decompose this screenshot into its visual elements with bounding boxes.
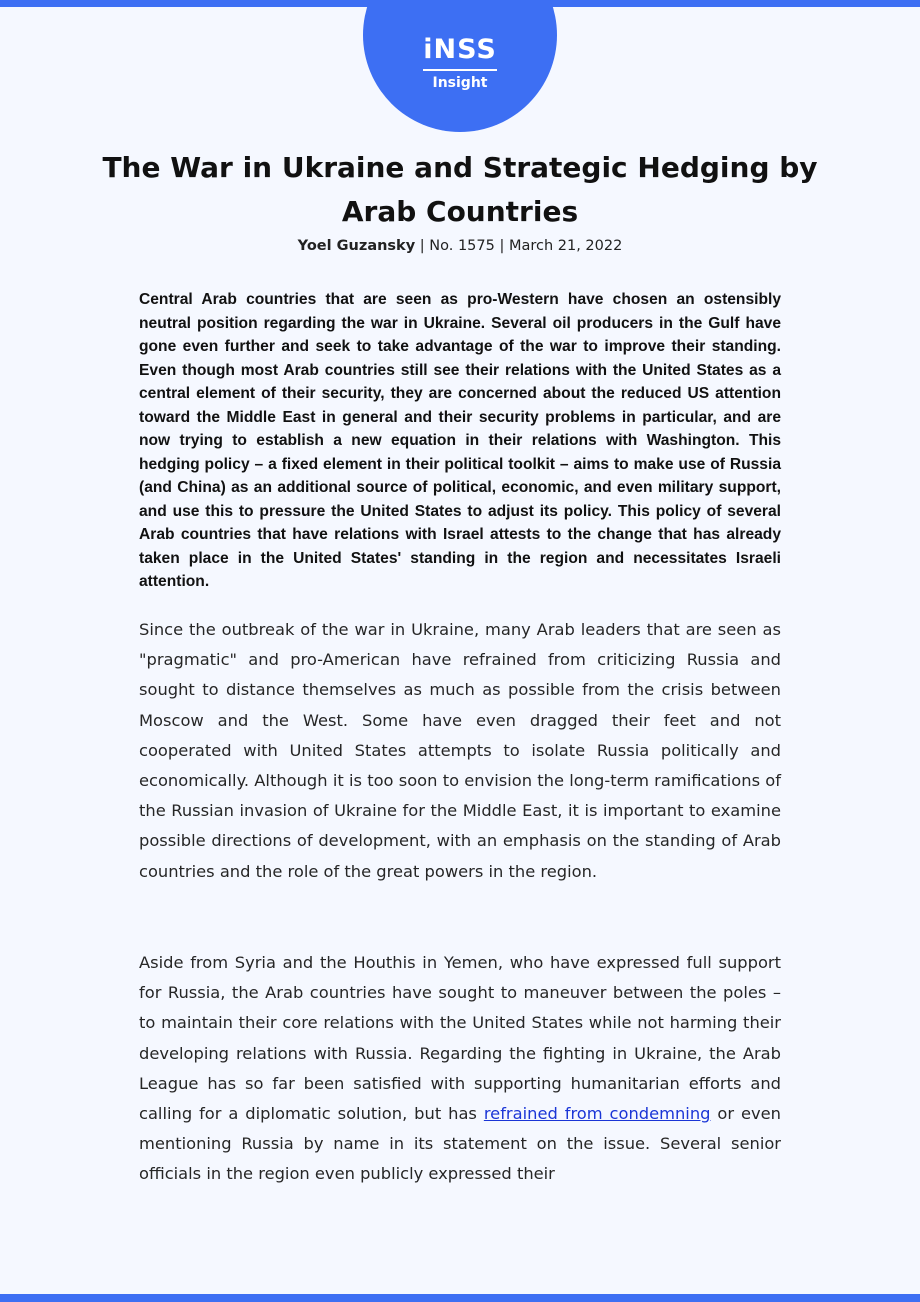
logo-wordmark: iNSS [423,35,497,71]
inss-insight-logo[interactable] [363,0,557,132]
author-name: Yoel Guzansky [297,238,416,254]
refrained-from-condemning-link[interactable]: refrained from condemning [483,1104,711,1124]
body-paragraph-2 [139,948,781,1190]
article-title: The War in Ukraine and Strategic Hedging by Arab Countries [102,151,818,228]
article-abstract: Central Arab countries that are seen as pro-Western have chosen an ostensibly neutral position regarding the war in Ukraine. Several oil producers in the Gulf have gone even further and seek to take advantage of the war to improve their standing. Even though most Arab countries still see their relations with the United States as a central element of their security, they are concerned about the reduced US attention toward the Middle East in general and their security problems in particular, and are now trying to establish a new equation in their relations with Washington. This hedging policy – a fixed element in their political toolkit – aims to make use of Russia (and China) as an additional source of political, economic, and even military support, and use this to pressure the United States to adjust its policy. This policy of several Arab countries that have relations with Israel attests to the change that has already taken place in the United States' standing in the region and necessitates Israeli attention. [139,291,781,590]
article-byline [100,236,820,256]
body-paragraph-1: Since the outbreak of the war in Ukraine, many Arab leaders that are seen as "pragmatic" and pro-American have refrained from criticizing Russia and sought to distance themselves as much as possible from the crisis between Moscow and the West. Some have even dragged their feet and not cooperated with United States attempts to isolate Russia politically and economically. Although it is too soon to envision the long-term ramifications of the Russian invasion of Ukraine for the Middle East, it is important to examine possible directions of development, with an emphasis on the standing of Arab countries and the role of the great powers in the region. [139,620,781,881]
logo-subtitle: Insight [432,75,488,91]
bottom-accent-bar [0,1294,920,1302]
issue-and-date: | No. 1575 | March 21, 2022 [415,238,623,254]
paragraph-2-text-start: Aside from Syria and the Houthis in Yemen, who have expressed full support for Russia, the Arab countries have sought to maneuver between the poles – to maintain their core relations with the United States while not harming their developing relations with Russia. Regarding the fighting in Ukraine, the Arab League has so far been satisfied with supporting humanitarian efforts and calling for a diplomatic solution, but has [139,953,781,1124]
paragraph-2-text-end: or even mentioning Russia by name in its statement on the issue. Several senior officials in the region even publicly expressed their [139,1104,781,1184]
